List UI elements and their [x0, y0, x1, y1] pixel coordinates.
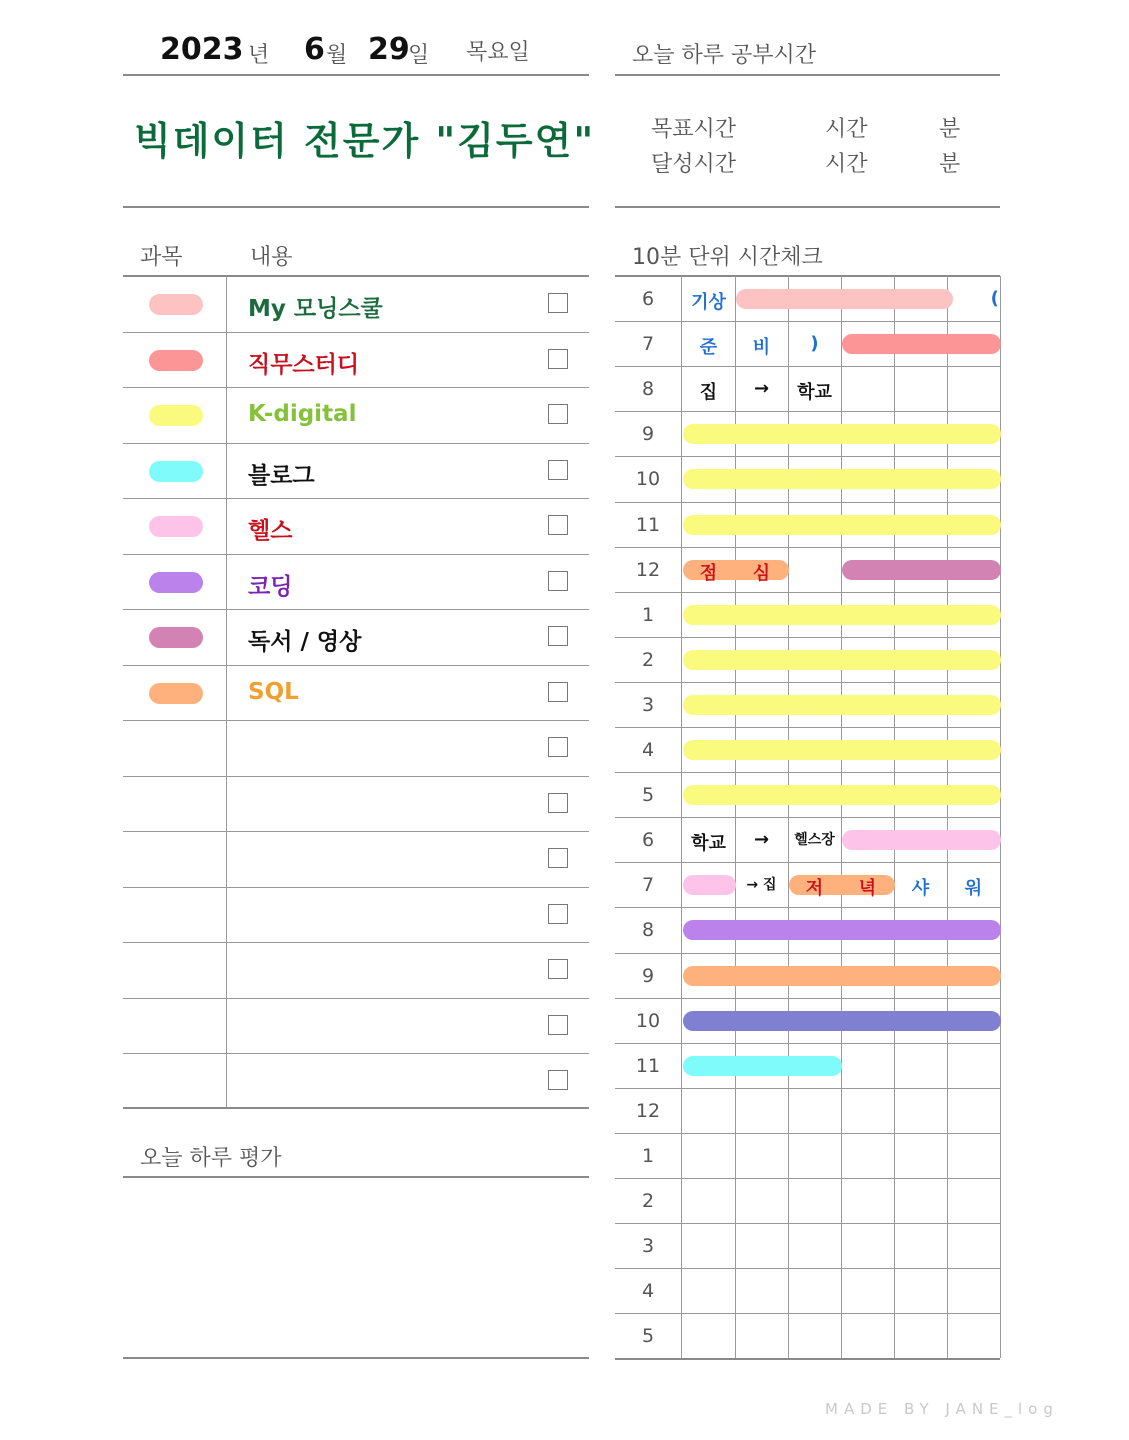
- grid-row-line: [615, 637, 1000, 638]
- row-divider: [123, 887, 589, 888]
- grid-row-line: [615, 862, 1000, 863]
- row-divider: [123, 665, 589, 666]
- row-divider: [123, 332, 589, 333]
- subject-checkbox[interactable]: [548, 293, 568, 313]
- time-block-highlight: [683, 515, 1001, 535]
- subject-column-header: 과목: [140, 245, 183, 270]
- grid-row-line: [615, 1133, 1000, 1134]
- subject-checkbox[interactable]: [548, 1015, 568, 1035]
- grid-row-line: [615, 411, 1000, 412]
- subject-color-swatch: [149, 683, 203, 704]
- subject-color-swatch: [149, 350, 203, 371]
- grid-row-line: [615, 1088, 1000, 1089]
- divider: [615, 275, 1000, 277]
- time-block-highlight: [683, 1056, 842, 1076]
- hour-label: 8: [641, 378, 655, 401]
- subject-checkbox[interactable]: [548, 626, 568, 646]
- time-block-highlight: [683, 740, 1001, 760]
- subject-checkbox[interactable]: [548, 404, 568, 424]
- hour-label: 7: [641, 874, 655, 897]
- subject-color-swatch: [149, 405, 203, 426]
- grid-row-line: [615, 1313, 1000, 1314]
- grid-row-line: [615, 1043, 1000, 1044]
- hour-label: 2: [641, 648, 655, 671]
- hour-label: 4: [641, 739, 655, 761]
- time-block-note: ): [810, 333, 819, 355]
- row-divider: [123, 831, 589, 832]
- grid-row-line: [615, 727, 1000, 728]
- time-block-note: 집: [699, 382, 718, 404]
- divider: [123, 74, 589, 76]
- time-block-highlight: [683, 469, 1001, 489]
- grid-row-line: [615, 547, 1000, 548]
- grid-row-line: [615, 953, 1000, 954]
- time-block-highlight: [736, 289, 953, 309]
- grid-row-line: [615, 456, 1000, 457]
- row-divider: [123, 1053, 589, 1054]
- time-block-note: 점: [699, 562, 718, 584]
- time-block-highlight: [683, 920, 1001, 940]
- hour-label: 6: [641, 829, 655, 852]
- grid-row-line: [615, 592, 1000, 593]
- time-block-note: 준: [699, 337, 718, 359]
- footer-credit: MADE BY JANE_log: [825, 1400, 1059, 1418]
- row-divider: [123, 387, 589, 388]
- achieved-hours-label: 시간: [825, 152, 868, 177]
- hour-label: 5: [641, 784, 655, 807]
- hour-label: 12: [635, 1099, 661, 1122]
- subject-color-swatch: [149, 572, 203, 593]
- time-block-note: (: [990, 288, 999, 309]
- subject-color-swatch: [149, 461, 203, 482]
- grid-row-line: [615, 817, 1000, 818]
- subject-checkbox[interactable]: [548, 737, 568, 757]
- time-block-note: → 집: [746, 877, 777, 894]
- time-block-highlight: [842, 830, 1001, 850]
- time-block-note: 기상: [691, 292, 726, 313]
- time-block-note: 학교: [797, 382, 832, 404]
- divider: [123, 1357, 589, 1359]
- time-block-highlight: [842, 560, 1001, 580]
- grid-row-line: [615, 1268, 1000, 1269]
- subject-content: My 모닝스쿨: [248, 296, 383, 322]
- subject-checkbox[interactable]: [548, 515, 568, 535]
- row-divider: [123, 609, 589, 610]
- divider: [615, 206, 1000, 208]
- subject-checkbox[interactable]: [548, 460, 568, 480]
- date-day-unit: 일: [408, 43, 430, 68]
- hour-label: 1: [641, 603, 655, 626]
- divider: [615, 1358, 1000, 1360]
- timecheck-label: 10분 단위 시간체크: [632, 245, 823, 270]
- hour-label: 9: [641, 964, 655, 987]
- time-block-highlight: [683, 695, 1001, 715]
- time-block-note: 샤: [911, 878, 930, 900]
- grid-row-line: [615, 321, 1000, 322]
- target-minutes-label: 분: [939, 117, 961, 142]
- time-block-highlight: [683, 424, 1001, 444]
- time-block-highlight: [842, 334, 1001, 354]
- subject-content: SQL: [248, 678, 299, 705]
- grid-row-line: [615, 1223, 1000, 1224]
- hour-label: 2: [641, 1190, 655, 1212]
- date-day: 29: [368, 32, 410, 67]
- subject-checkbox[interactable]: [548, 848, 568, 868]
- hour-label: 3: [641, 1235, 655, 1258]
- hour-label: 12: [635, 558, 661, 581]
- hour-label: 9: [641, 423, 655, 446]
- time-block-note: 헬스장: [794, 832, 835, 849]
- hour-label: 8: [641, 919, 655, 942]
- row-divider: [123, 776, 589, 777]
- hour-label: 10: [635, 1009, 661, 1032]
- subject-color-swatch: [149, 294, 203, 315]
- hour-label: 11: [635, 1054, 661, 1077]
- hour-label: 7: [641, 333, 655, 356]
- row-divider: [123, 498, 589, 499]
- time-block-highlight: [683, 966, 1001, 986]
- grid-row-line: [615, 502, 1000, 503]
- target-hours-label: 시간: [825, 117, 868, 142]
- date-month-unit: 월: [326, 43, 348, 68]
- grid-row-line: [615, 907, 1000, 908]
- subject-checkbox[interactable]: [548, 571, 568, 591]
- subject-content: K-digital: [248, 401, 357, 427]
- subject-color-swatch: [149, 627, 203, 648]
- subject-color-swatch: [149, 516, 203, 537]
- hour-label: 6: [641, 288, 655, 310]
- time-block-note: 저: [805, 878, 824, 900]
- subject-checkbox[interactable]: [548, 793, 568, 813]
- row-divider: [123, 554, 589, 555]
- subject-content: 헬스: [248, 518, 293, 544]
- time-block-note: 워: [964, 878, 983, 900]
- hour-label: 4: [641, 1280, 655, 1303]
- time-block-note: 녁: [858, 878, 877, 900]
- subject-checkbox[interactable]: [548, 349, 568, 369]
- hour-label: 11: [635, 513, 661, 536]
- grid-row-line: [615, 682, 1000, 683]
- time-block-highlight: [683, 785, 1001, 805]
- time-block-highlight: [683, 605, 1001, 625]
- content-column-header: 내용: [250, 245, 293, 270]
- row-divider: [123, 942, 589, 943]
- subject-checkbox[interactable]: [548, 904, 568, 924]
- subject-content: 블로그: [248, 462, 315, 489]
- subject-content: 직무스터디: [248, 351, 360, 378]
- time-block-note: →: [753, 829, 770, 851]
- row-divider: [123, 720, 589, 721]
- date-year: 2023: [160, 32, 244, 67]
- hour-label: 1: [641, 1144, 655, 1167]
- subject-content: 독서 / 영상: [248, 629, 362, 655]
- divider: [615, 74, 1000, 76]
- grid-row-line: [615, 1178, 1000, 1179]
- grid-row-line: [615, 998, 1000, 999]
- hour-label: 10: [635, 468, 661, 491]
- time-block-highlight: [683, 875, 736, 895]
- divider: [123, 206, 589, 208]
- grid-column-line: [1000, 276, 1001, 1358]
- time-block-note: 비: [752, 337, 771, 359]
- daily-review-label: 오늘 하루 평가: [140, 1146, 282, 1171]
- subject-checkbox[interactable]: [548, 682, 568, 702]
- grid-row-line: [615, 772, 1000, 773]
- date-year-unit: 년: [248, 43, 270, 68]
- time-block-note: 학교: [691, 833, 726, 855]
- subject-checkbox[interactable]: [548, 1070, 568, 1090]
- target-time-label: 목표시간: [651, 117, 737, 142]
- grid-row-line: [615, 366, 1000, 367]
- divider: [123, 1107, 589, 1109]
- time-block-highlight: [683, 650, 1001, 670]
- time-block-note: →: [753, 378, 770, 400]
- date-month: 6: [304, 32, 325, 67]
- daily-study-time-label: 오늘 하루 공부시간: [632, 43, 817, 68]
- hour-label: 5: [641, 1325, 655, 1348]
- subject-checkbox[interactable]: [548, 959, 568, 979]
- page-title: 빅데이터 전문가 "김두연": [134, 119, 596, 163]
- subject-column-divider: [226, 276, 227, 1108]
- hour-label: 3: [641, 693, 655, 716]
- achieved-minutes-label: 분: [939, 152, 961, 177]
- time-block-highlight: [683, 1011, 1001, 1031]
- subject-content: 코딩: [248, 573, 293, 600]
- daily-review-area[interactable]: [123, 1178, 589, 1356]
- time-block-note: 심: [752, 562, 771, 584]
- divider: [123, 275, 589, 277]
- achieved-time-label: 달성시간: [651, 152, 737, 177]
- row-divider: [123, 443, 589, 444]
- date-weekday: 목요일: [466, 40, 530, 65]
- row-divider: [123, 998, 589, 999]
